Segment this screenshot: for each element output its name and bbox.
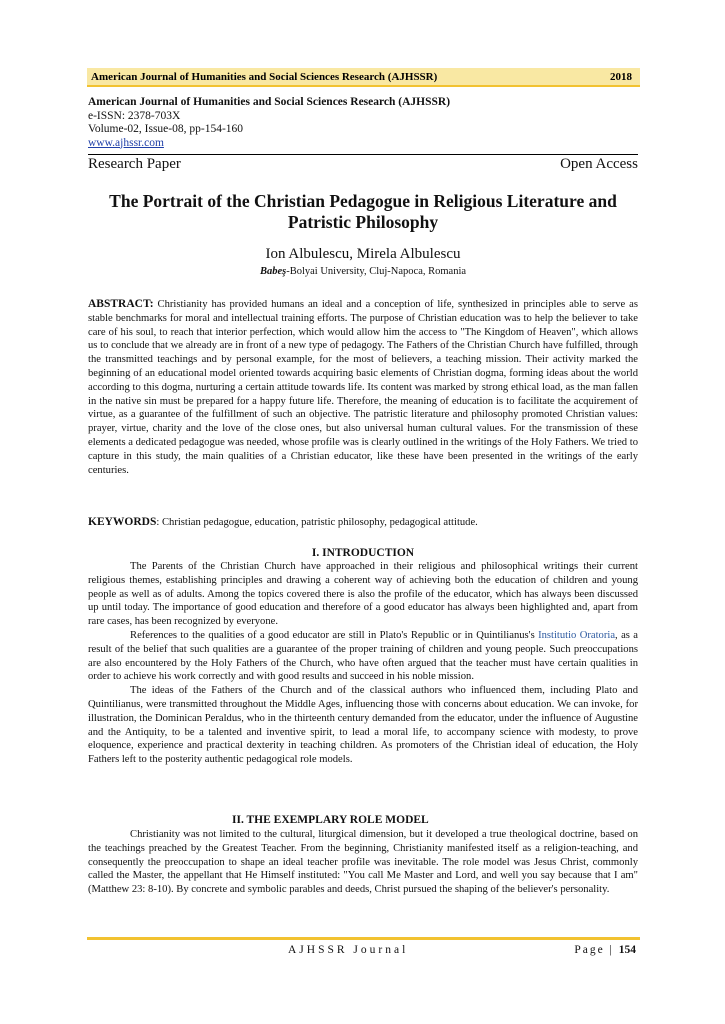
paper-type-row xyxy=(88,154,638,173)
footer-page-label: Page | xyxy=(574,944,619,956)
journal-url-link[interactable]: www.ajhssr.com xyxy=(88,136,164,149)
section-heading-introduction: I. INTRODUCTION xyxy=(311,547,415,559)
abstract xyxy=(88,298,638,477)
introduction-body xyxy=(88,560,638,767)
keywords-text: : Christian pedagogue, education, patristic philosophy, pedagogical attitude. xyxy=(156,517,478,528)
affiliation-university: Babeş xyxy=(259,266,287,277)
meta-journal: American Journal of Humanities and Social Sciences Research (AJHSSR) xyxy=(88,96,451,108)
intro-p2-start: References to the qualities of a good educator are still in Plato's Republic or in Quintilianus's xyxy=(130,629,539,641)
intro-paragraph-1: The Parents of the Christian Church have approached in their religious and philosophical writings their current religious themes, establishing principles and drawing a coherent way of achieving both the education of children and young people as well as of adults. Among the topics covered there is also the profile of the educator, which has always been discussed up until today. The importance of good education and therefore of a good educator has always been highlighted and, apart from rare cases, has been recognized by everyone. xyxy=(88,561,638,628)
abstract-text: Christianity has provided humans an ideal and a conception of life, synthesized in principles able to serve as stable benchmarks for moral and intellectual training efforts. The purpose of Christian education was to help the believer to take care of his soul, to reach that interior perfection, which would allow him the access to "The Kingdom of Heaven", which allows us to conclude that we already are in front of a new type of pedagogy. The Fathers of the Christian Church have fulfilled, through the transmitted teachings and by personal example, for the most of believers, a teaching mission. Their activity marked the beginning of an educational model oriented towards acquiring basic elements of Christian dogma, forming ideas about the world according to this dogma, nurturing a certain attitude towards life. Its content was marked by strong ethical load, as the man fallen in the native sin must be prepared for a happy future life. Therefore, the meaning of education is to facilitate the acquirement of virtue, as a guarantee of the fulfillment of such an objective. The patristic literature and philosophy promoted Christian values: prayer, virtue, charity and the love of the close ones, but also universal human cultural values. For the transmission of these elements a dedicated pedagogue was needed, whose profile was is clearly outlined in the writings of the Holy Fathers. We tried to capture in this study, the main qualities of a Christian educator, like these have been presented in the writings of the early centuries. xyxy=(88,299,638,476)
keywords-label: KEYWORDS xyxy=(88,516,157,528)
affiliation xyxy=(88,266,638,277)
role-model-body xyxy=(88,828,638,897)
keywords xyxy=(88,516,638,530)
section-heading-role-model: II. THE EXEMPLARY ROLE MODEL xyxy=(232,814,429,826)
institutio-oratoria-ref: Institutio Oratoria xyxy=(538,629,616,641)
paper-title: The Portrait of the Christian Pedagogue in Religious Literature and Patristic Philosophy xyxy=(109,191,617,232)
meta-issn: e-ISSN: 2378-703X xyxy=(88,109,181,122)
role-model-paragraph-1: Christianity was not limited to the cultural, liturgical dimension, but it developed a true theological doctrine, based on the teachings preached by the Greatest Teacher. From the beginning, Christianity manifested itself as a religion-teaching, and consequently the preoccupation to shape an ideal teacher profile was inevitable. The role model was Jesus Christ, commonly called the Master, the appellant that He Himself instituted: "You call Me Master and Lord, and well you say because that I am" (Matthew 23: 8-10). By concrete and symbolic parables and deeds, Christ pursued the shaping of the believer's personality. xyxy=(88,829,638,896)
footer-journal: AJHSSR Journal xyxy=(288,944,409,956)
authors: Ion Albulescu, Mirela Albulescu xyxy=(265,246,461,262)
header-journal: American Journal of Humanities and Social Sciences Research (AJHSSR) xyxy=(91,70,438,83)
paper-type: Research Paper xyxy=(88,156,181,172)
intro-p2-end: , as a result of the belief that such qualities are a guarantee of the proper training of children and young people. Such preoccupations are also encountered by the Holy Fathers of the Church, who have often argued that the teacher must have certain qualities in order to achieve his work correctly and with good results and succeed in his noble mission. xyxy=(88,629,638,683)
header-year: 2018 xyxy=(610,70,632,83)
journal-meta xyxy=(88,96,450,150)
abstract-label: ABSTRACT: xyxy=(88,298,154,310)
access-type: Open Access xyxy=(560,156,638,172)
footer-page-number: 154 xyxy=(618,944,636,956)
affiliation-rest: -Bolyai University, Cluj-Napoca, Romania xyxy=(286,266,467,277)
intro-paragraph-3: The ideas of the Fathers of the Church and of the classical authors who influenced them, including Plato and Quintilianus, were transmitted throughout the Middle Ages, influencing those with concerns about education. We can invoke, for illustration, the Dominican Peraldus, who in the thirteenth century demanded from the educator, under the influence of Augustine and the Antiquity, to be a talented and inventive spirit, to lead a moral life, to accompany science with modesty, to prove eloquence, experience and practical dexterity in teaching children. As promoters of the Christian ideal of education, the Holy Fathers left to the posterity authentic pedagogical role models. xyxy=(88,685,638,766)
footer-page xyxy=(574,944,636,956)
intro-paragraph-2 xyxy=(88,629,638,684)
running-header xyxy=(87,68,640,87)
footer-rule xyxy=(87,937,640,940)
meta-volume: Volume-02, Issue-08, pp-154-160 xyxy=(88,123,244,135)
